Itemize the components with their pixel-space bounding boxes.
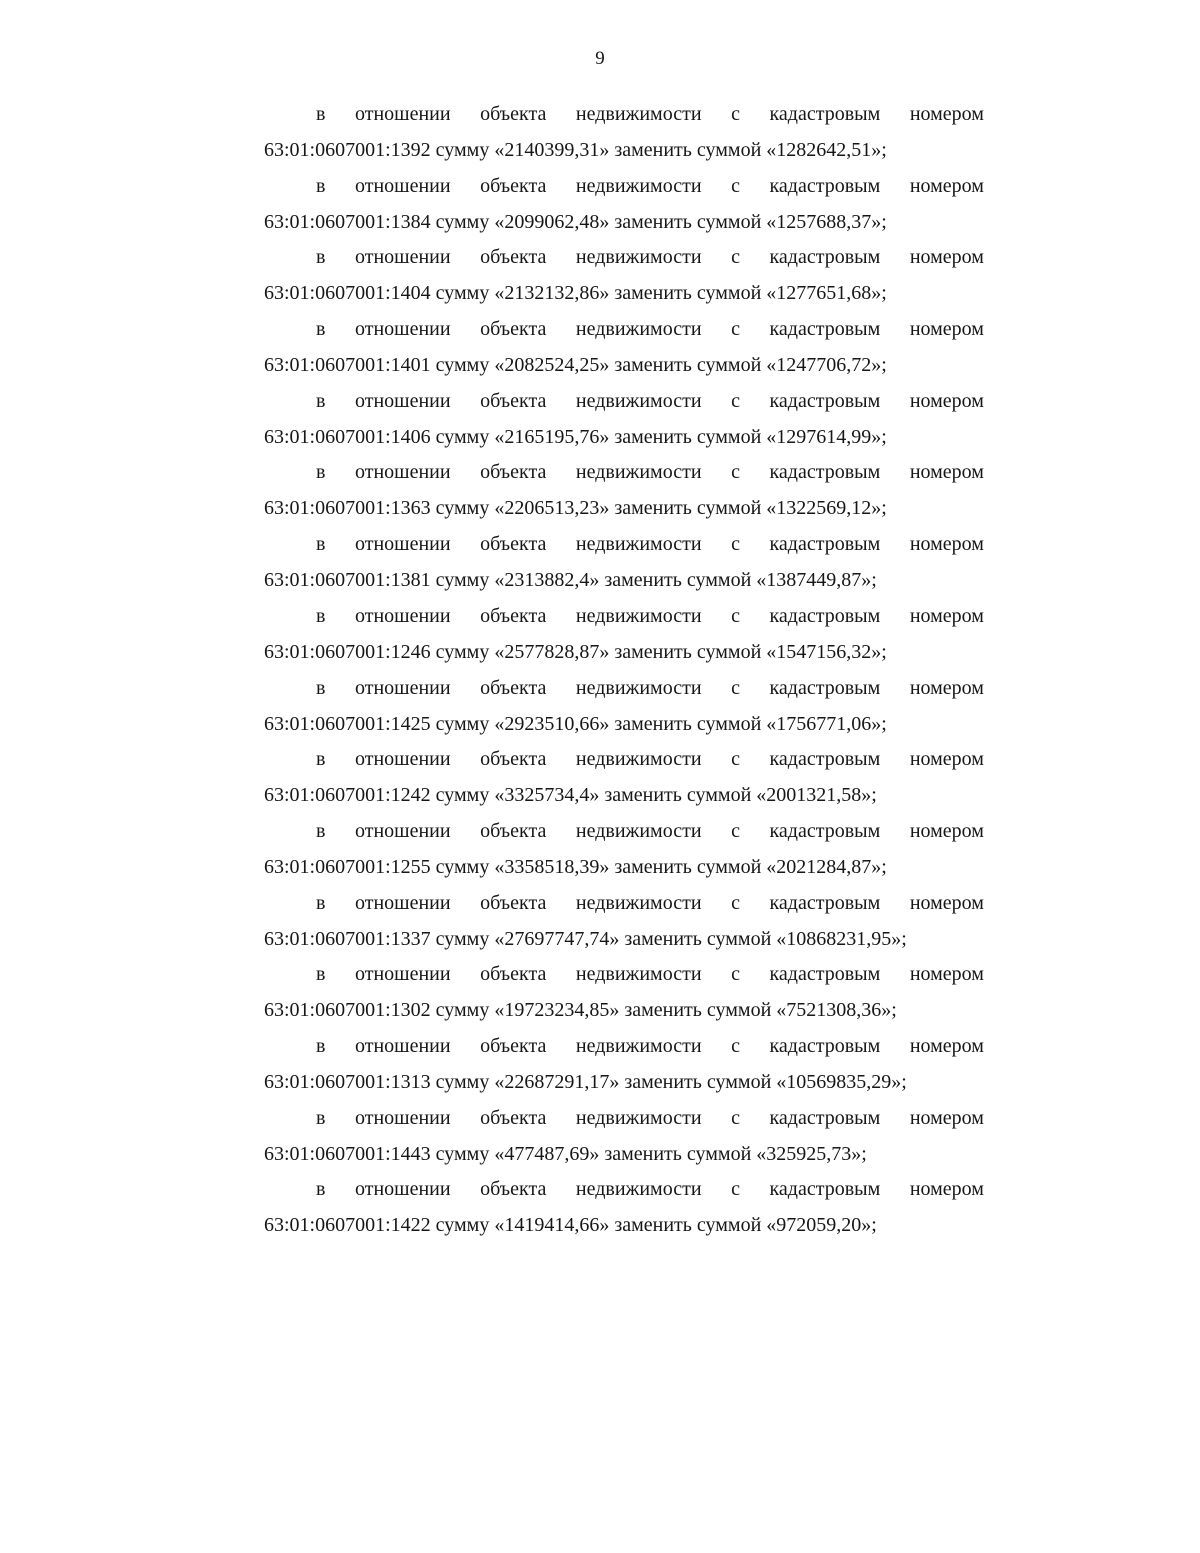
lead-word: объекта [480, 1106, 547, 1129]
lead-word: объекта [480, 461, 547, 484]
paragraph-lead-line [264, 239, 984, 275]
lead-word: отношении [355, 246, 451, 269]
lead-word: номером [909, 103, 984, 125]
lead-word: с [731, 676, 740, 699]
paragraph-lead-line [264, 885, 984, 921]
lead-word: объекта [480, 676, 547, 699]
paragraph-text-line: 63:01:0607001:1443 сумму «477487,69» заменить суммой «325925,73»; [264, 1142, 867, 1165]
paragraph-lead-line [264, 168, 984, 204]
lead-word: в [316, 246, 326, 269]
lead-word: кадастровым [769, 604, 881, 627]
lead-word: номером [909, 1034, 984, 1057]
lead-word: кадастровым [769, 533, 881, 556]
paragraph-lead-line [264, 1171, 984, 1207]
lead-word: кадастровым [769, 748, 881, 771]
lead-word: в [316, 174, 326, 197]
lead-word: с [731, 1106, 740, 1129]
lead-word: номером [909, 389, 984, 412]
lead-word: с [731, 819, 740, 842]
paragraph [264, 885, 984, 957]
lead-word: недвижимости [575, 1034, 702, 1057]
lead-word: кадастровым [769, 174, 881, 197]
lead-word: кадастровым [769, 963, 881, 986]
lead-word: номером [909, 533, 984, 556]
lead-word: номером [909, 963, 984, 986]
lead-word: номером [909, 318, 984, 341]
paragraph-text-line: 63:01:0607001:1242 сумму «3325734,4» заменить суммой «2001321,58»; [264, 784, 877, 807]
lead-word: кадастровым [769, 1034, 881, 1057]
lead-word: недвижимости [575, 533, 702, 556]
paragraph-text-line: 63:01:0607001:1381 сумму «2313882,4» заменить суммой «1387449,87»; [264, 569, 877, 592]
lead-word: с [731, 963, 740, 986]
lead-word: номером [909, 819, 984, 842]
lead-word: кадастровым [769, 389, 881, 412]
paragraph [264, 311, 984, 383]
lead-word: в [316, 604, 326, 627]
lead-word: в [316, 1034, 326, 1057]
lead-word: отношении [355, 1106, 451, 1129]
lead-word: номером [909, 246, 984, 269]
lead-word: кадастровым [769, 1178, 881, 1201]
paragraph-lead-line [264, 526, 984, 562]
lead-word: отношении [355, 461, 451, 484]
paragraph [264, 1171, 984, 1243]
lead-word: отношении [355, 891, 451, 914]
lead-word: в [316, 819, 326, 842]
lead-word: объекта [480, 103, 547, 125]
lead-word: недвижимости [575, 1106, 702, 1129]
paragraph-lead-line [264, 454, 984, 490]
lead-word: с [731, 1034, 740, 1057]
lead-word: в [316, 461, 326, 484]
paragraph-text-line: 63:01:0607001:1406 сумму «2165195,76» заменить суммой «1297614,99»; [264, 425, 887, 448]
lead-word: номером [909, 461, 984, 484]
lead-word: номером [909, 604, 984, 627]
paragraph [264, 741, 984, 813]
lead-word: недвижимости [575, 246, 702, 269]
paragraph-lead-line [264, 813, 984, 849]
lead-word: объекта [480, 174, 547, 197]
paragraph [264, 526, 984, 598]
lead-word: номером [909, 676, 984, 699]
paragraph-lead-line [264, 741, 984, 777]
lead-word: кадастровым [769, 819, 881, 842]
paragraph [264, 813, 984, 885]
lead-word: недвижимости [575, 318, 702, 341]
paragraph [264, 670, 984, 742]
paragraph-lead-line [264, 383, 984, 419]
lead-word: недвижимости [575, 604, 702, 627]
lead-word: в [316, 748, 326, 771]
lead-word: недвижимости [575, 891, 702, 914]
lead-word: недвижимости [575, 676, 702, 699]
page-number: 9 [595, 48, 605, 69]
lead-word: объекта [480, 389, 547, 412]
lead-word: отношении [355, 604, 451, 627]
lead-word: в [316, 1106, 326, 1129]
lead-word: кадастровым [769, 318, 881, 341]
paragraph-text-line: 63:01:0607001:1363 сумму «2206513,23» заменить суммой «1322569,12»; [264, 497, 887, 520]
lead-word: с [731, 246, 740, 269]
document-body [264, 96, 984, 1243]
lead-word: отношении [355, 1178, 451, 1201]
lead-word: отношении [355, 1034, 451, 1057]
lead-word: объекта [480, 819, 547, 842]
lead-word: кадастровым [769, 891, 881, 914]
lead-word: объекта [480, 1178, 547, 1201]
lead-word: объекта [480, 533, 547, 556]
paragraph-lead-line [264, 1028, 984, 1064]
lead-word: объекта [480, 318, 547, 341]
lead-word: отношении [355, 174, 451, 197]
paragraph-text-line: 63:01:0607001:1384 сумму «2099062,48» заменить суммой «1257688,37»; [264, 210, 887, 233]
lead-word: объекта [480, 963, 547, 986]
paragraph [264, 96, 984, 168]
paragraph [264, 1028, 984, 1100]
lead-word: в [316, 676, 326, 699]
lead-word: кадастровым [769, 103, 881, 125]
paragraph [264, 239, 984, 311]
lead-word: номером [909, 748, 984, 771]
paragraph [264, 383, 984, 455]
lead-word: недвижимости [575, 819, 702, 842]
lead-word: отношении [355, 963, 451, 986]
paragraph-lead-line [264, 670, 984, 706]
lead-word: объекта [480, 891, 547, 914]
paragraph-text-line: 63:01:0607001:1255 сумму «3358518,39» заменить суммой «2021284,87»; [264, 855, 887, 878]
lead-word: кадастровым [769, 676, 881, 699]
paragraph-text-line: 63:01:0607001:1337 сумму «27697747,74» заменить суммой «10868231,95»; [264, 927, 907, 950]
lead-word: недвижимости [575, 174, 702, 197]
lead-word: в [316, 318, 326, 341]
lead-word: номером [909, 1106, 984, 1129]
paragraph [264, 1100, 984, 1172]
lead-word: кадастровым [769, 461, 881, 484]
lead-word: с [731, 748, 740, 771]
lead-word: с [731, 461, 740, 484]
paragraph-lead-line [264, 956, 984, 992]
lead-word: объекта [480, 1034, 547, 1057]
lead-word: отношении [355, 389, 451, 412]
lead-word: объекта [480, 748, 547, 771]
paragraph-text-line: 63:01:0607001:1313 сумму «22687291,17» заменить суммой «10569835,29»; [264, 1070, 907, 1093]
paragraph-text-line: 63:01:0607001:1392 сумму «2140399,31» заменить суммой «1282642,51»; [264, 139, 887, 161]
lead-word: номером [909, 891, 984, 914]
lead-word: объекта [480, 246, 547, 269]
lead-word: с [731, 318, 740, 341]
paragraph-lead-line [264, 96, 984, 132]
lead-word: объекта [480, 604, 547, 627]
lead-word: с [731, 1178, 740, 1201]
lead-word: номером [909, 174, 984, 197]
lead-word: номером [909, 1178, 984, 1201]
paragraph [264, 598, 984, 670]
lead-word: с [731, 604, 740, 627]
lead-word: с [731, 174, 740, 197]
lead-word: в [316, 963, 326, 986]
lead-word: с [731, 103, 740, 125]
lead-word: отношении [355, 318, 451, 341]
lead-word: кадастровым [769, 246, 881, 269]
paragraph-text-line: 63:01:0607001:1246 сумму «2577828,87» заменить суммой «1547156,32»; [264, 640, 887, 663]
lead-word: в [316, 103, 326, 125]
paragraph-text-line: 63:01:0607001:1302 сумму «19723234,85» заменить суммой «7521308,36»; [264, 999, 897, 1022]
paragraph-text-line: 63:01:0607001:1404 сумму «2132132,86» заменить суммой «1277651,68»; [264, 282, 887, 305]
lead-word: недвижимости [575, 1178, 702, 1201]
paragraph-lead-line [264, 598, 984, 634]
lead-word: в [316, 389, 326, 412]
lead-word: в [316, 533, 326, 556]
lead-word: в [316, 891, 326, 914]
lead-word: с [731, 891, 740, 914]
lead-word: отношении [355, 533, 451, 556]
lead-word: отношении [355, 819, 451, 842]
paragraph [264, 956, 984, 1028]
lead-word: недвижимости [575, 461, 702, 484]
paragraph-lead-line [264, 1100, 984, 1136]
lead-word: недвижимости [575, 103, 702, 125]
paragraph-text-line: 63:01:0607001:1401 сумму «2082524,25» заменить суммой «1247706,72»; [264, 354, 887, 377]
paragraph [264, 454, 984, 526]
paragraph-lead-line [264, 311, 984, 347]
paragraph-text-line: 63:01:0607001:1422 сумму «1419414,66» заменить суммой «972059,20»; [264, 1214, 877, 1237]
lead-word: кадастровым [769, 1106, 881, 1129]
lead-word: отношении [355, 748, 451, 771]
lead-word: с [731, 389, 740, 412]
lead-word: с [731, 533, 740, 556]
lead-word: недвижимости [575, 963, 702, 986]
lead-word: недвижимости [575, 748, 702, 771]
lead-word: недвижимости [575, 389, 702, 412]
lead-word: отношении [355, 676, 451, 699]
lead-word: отношении [355, 103, 451, 125]
lead-word: в [316, 1178, 326, 1201]
paragraph [264, 168, 984, 240]
paragraph-text-line: 63:01:0607001:1425 сумму «2923510,66» заменить суммой «1756771,06»; [264, 712, 887, 735]
